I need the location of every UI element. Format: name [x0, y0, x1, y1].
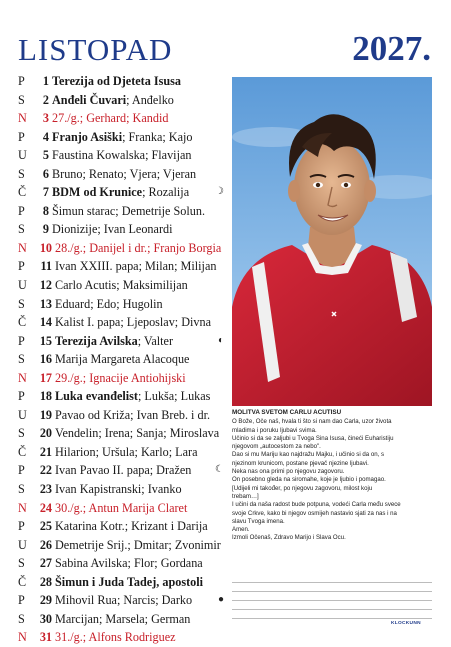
prayer-line: Dao si mu Mariju kao najdražu Majku, i učinio si da on, s [232, 451, 385, 459]
weekday-letter: N [18, 240, 27, 255]
prayer-line: njezinom krunicom, postane pjevač njezine ljubavi. [232, 459, 369, 467]
weekday-letter: P [18, 259, 25, 274]
day-number: 7 [42, 185, 49, 200]
weekday-letter: N [18, 111, 27, 126]
weekday-letter: P [18, 463, 25, 478]
day-number: 14 [39, 315, 52, 330]
prayer-line: Učinio si da se zaljubi u Tvoga Sina Isusa, čineći Euharistiju [232, 434, 394, 442]
day-number: 18 [39, 389, 52, 404]
weekday-letter: P [18, 333, 25, 348]
saint-names: Marcijan; Marsela; German [55, 611, 191, 626]
weekday-letter: P [18, 129, 25, 144]
month-title: LISTOPAD [18, 32, 173, 67]
saint-names: 27./g.; Gerhard; Kandid [52, 111, 169, 126]
prayer-line: Izmoli Očenaš, Zdravo Marijo i Slava Ocu. [232, 534, 346, 542]
day-row [18, 183, 230, 202]
day-number: 4 [42, 129, 49, 144]
prayer-line: I učini da naša radost bude potpuna, vodeći Carla među svece [232, 501, 401, 509]
day-row [18, 628, 230, 647]
day-row [18, 109, 230, 128]
moon-phase-icon: ☾ [215, 464, 224, 476]
day-row [18, 350, 230, 369]
saint-names: ; Rozalija [142, 185, 190, 200]
day-row [18, 406, 230, 425]
note-line [232, 582, 432, 583]
day-row [18, 202, 230, 221]
feast-name: Terezija Avilska [55, 333, 138, 348]
weekday-letter: P [18, 593, 25, 608]
day-row [18, 573, 230, 592]
note-line [232, 600, 432, 601]
day-row [18, 554, 230, 573]
weekday-letter: S [18, 482, 25, 497]
saint-names: Sabina Avilska; Flor; Gordana [55, 556, 203, 571]
day-number: 2 [42, 92, 49, 107]
day-row [18, 480, 230, 499]
feast-name: Terezija od Djeteta Isusa [52, 74, 181, 88]
day-number: 24 [39, 500, 52, 515]
weekday-letter: Č [18, 444, 27, 459]
moon-phase-icon: ☽ [215, 186, 224, 198]
saint-names: ; Valter [137, 333, 174, 348]
saint-names: Ivan Kapistranski; Ivanko [55, 482, 182, 497]
day-row [18, 424, 230, 443]
saint-names: Katarina Kotr.; Krizant i Darija [55, 519, 208, 534]
weekday-letter: N [18, 370, 27, 385]
weekday-letter: S [18, 611, 25, 626]
day-row [18, 91, 230, 110]
feast-name: Šimun i Juda Tadej, apostoli [55, 574, 203, 589]
feast-name: Franjo Asiški [52, 129, 123, 144]
day-number: 20 [39, 426, 52, 441]
day-row [18, 517, 230, 536]
weekday-letter: Č [18, 574, 27, 589]
prayer-title: MOLITVA SVETOM CARLU ACUTISU [232, 409, 342, 416]
day-row [18, 239, 230, 258]
prayer-line: njegovom „autocestom za nebo". [232, 443, 321, 451]
prayer-text [232, 418, 434, 542]
day-number: 13 [39, 296, 52, 311]
prayer-line: mladima i poruku ljubavi svima. [232, 426, 317, 434]
day-row [18, 128, 230, 147]
prayer-line: O Bože, Oče naš, hvala ti što si nam dao Carla, uzor života [232, 418, 392, 426]
day-row [18, 257, 230, 276]
day-row [18, 295, 230, 314]
weekday-letter: Č [18, 315, 27, 330]
note-line [232, 591, 432, 592]
saint-names: ; Anđelko [126, 92, 174, 107]
day-row [18, 610, 230, 629]
moon-phase-icon: ● [217, 594, 224, 606]
day-row [18, 536, 230, 555]
saint-names: Demetrije Srij.; Dmitar; Zvonimir [55, 537, 221, 552]
saint-names: Faustina Kowalska; Flavijan [52, 148, 192, 163]
saint-names: Bruno; Renato; Vjera; Vjeran [52, 166, 197, 181]
day-number: 15 [39, 333, 52, 348]
prayer-line: On posebno gleda na siromahe, koje je ljubio i pomagao. [232, 476, 386, 484]
weekday-letter: U [18, 537, 27, 552]
day-row [18, 499, 230, 518]
weekday-letter: N [18, 500, 27, 515]
weekday-letter: P [18, 389, 25, 404]
day-number: 16 [39, 352, 52, 367]
day-row [18, 72, 230, 91]
day-number: 8 [42, 203, 49, 218]
day-number: 25 [39, 519, 52, 534]
feast-name: BDM od Krunice [52, 185, 143, 200]
prayer-line: slavu Tvoga imena. [232, 517, 285, 525]
saint-names: ; Lukša; Lukas [137, 389, 211, 404]
day-number: 12 [39, 278, 52, 293]
weekday-letter: S [18, 222, 25, 237]
moon-phase-icon: ◐ [217, 334, 224, 346]
portrait-photo [232, 77, 432, 406]
note-line [232, 618, 432, 619]
saint-names: 30./g.; Antun Marija Claret [55, 500, 188, 515]
weekday-letter: S [18, 352, 25, 367]
day-list [18, 72, 230, 647]
weekday-letter: U [18, 407, 27, 422]
day-number: 5 [42, 148, 49, 163]
prayer-block [232, 409, 434, 543]
saint-names: Ivan XXIII. papa; Milan; Milijan [55, 259, 217, 274]
saint-names: 28./g.; Danijel i dr.; Franjo Borgia [55, 240, 222, 255]
prayer-line: [Udijeli mi također, po njegovu zagovoru, milost koju [232, 484, 373, 492]
weekday-letter: P [18, 203, 25, 218]
day-number: 29 [39, 593, 52, 608]
saint-names: ; Franka; Kajo [122, 129, 193, 144]
day-number: 28 [39, 574, 52, 589]
saint-names: 31./g.; Alfons Rodriguez [55, 630, 176, 645]
prayer-line: Neka nas ona primi po njegovu zagovoru. [232, 468, 345, 476]
saint-names: Vendelin; Irena; Sanja; Miroslava [55, 426, 220, 441]
day-row [18, 369, 230, 388]
prayer-line: trebam…] [232, 492, 259, 500]
day-number: 21 [39, 444, 52, 459]
day-number: 3 [42, 111, 49, 126]
portrait-illustration [232, 77, 432, 406]
day-number: 22 [39, 463, 52, 478]
day-number: 9 [42, 222, 49, 237]
day-number: 17 [39, 370, 52, 385]
weekday-letter: S [18, 92, 25, 107]
weekday-letter: U [18, 278, 27, 293]
weekday-letter: N [18, 630, 27, 645]
day-row [18, 591, 230, 610]
day-row [18, 146, 230, 165]
day-row [18, 443, 230, 462]
weekday-letter: S [18, 556, 25, 571]
note-line [232, 609, 432, 610]
year-title: 2027. [352, 29, 431, 68]
saint-names: 29./g.; Ignacije Antiohijski [55, 370, 186, 385]
day-row [18, 387, 230, 406]
day-number: 30 [39, 611, 52, 626]
saint-names: Šimun starac; Demetrije Solun. [52, 203, 205, 218]
saint-names: Pavao od Križa; Ivan Breb. i dr. [55, 407, 211, 422]
weekday-letter: U [18, 148, 27, 163]
weekday-letter: S [18, 166, 25, 181]
saint-names: Carlo Acutis; Maksimilijan [55, 278, 188, 293]
saint-names: Hilarion; Uršula; Karlo; Lara [55, 444, 198, 459]
weekday-letter: P [18, 74, 25, 88]
publisher-logo: KLOCKUNN [391, 621, 421, 626]
day-row [18, 220, 230, 239]
day-number: 26 [39, 537, 52, 552]
saint-names: Eduard; Edo; Hugolin [55, 296, 163, 311]
day-number: 27 [39, 556, 52, 571]
day-row [18, 461, 230, 480]
day-number: 10 [39, 240, 52, 255]
saint-names: Dionizije; Ivan Leonardi [52, 222, 173, 237]
day-number: 6 [42, 166, 49, 181]
saint-names: Marija Margareta Alacoque [55, 352, 190, 367]
prayer-line: Amen. [232, 526, 250, 534]
feast-name: Anđeli Čuvari [52, 92, 127, 107]
day-number: 11 [40, 259, 52, 274]
weekday-letter: Č [18, 185, 27, 200]
prayer-line: svoje Crkve, kako bi njegov osmijeh nastavio sjati za nas i na [232, 509, 397, 517]
day-number: 1 [42, 74, 49, 88]
day-row [18, 276, 230, 295]
day-number: 31 [39, 630, 52, 645]
feast-name: Luka evanđelist [55, 389, 138, 404]
weekday-letter: P [18, 519, 25, 534]
day-number: 23 [39, 482, 52, 497]
saint-names: Mihovil Rua; Narcis; Darko [55, 593, 193, 608]
weekday-letter: S [18, 296, 25, 311]
day-number: 19 [39, 407, 52, 422]
day-row [18, 165, 230, 184]
saint-names: Kalist I. papa; Ljeposlav; Divna [55, 315, 212, 330]
day-row [18, 332, 230, 351]
day-row [18, 313, 230, 332]
weekday-letter: S [18, 426, 25, 441]
saint-names: Ivan Pavao II. papa; Dražen [55, 463, 192, 478]
